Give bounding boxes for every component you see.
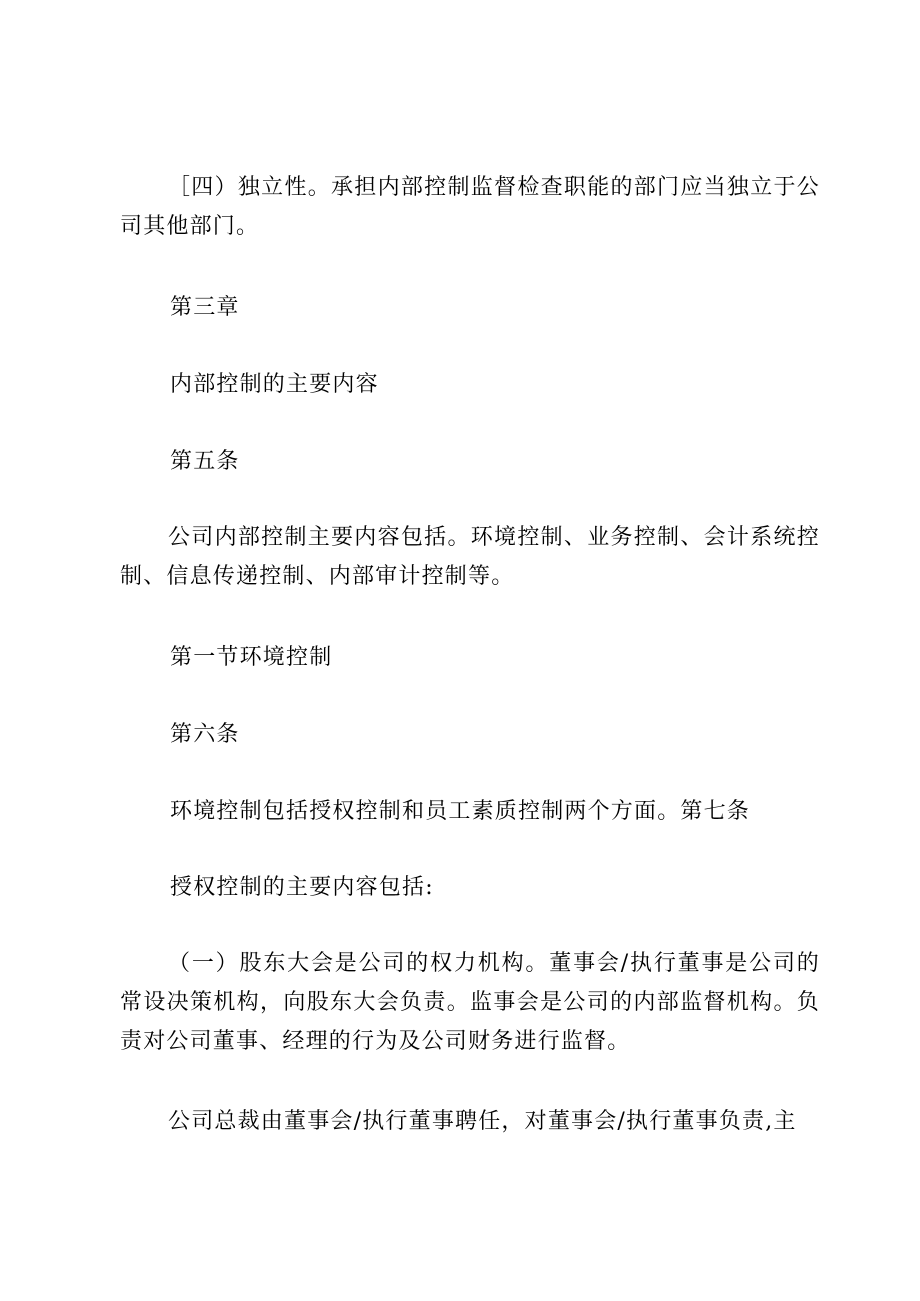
paragraph-independence: ［四）独立性。承担内部控制监督检查职能的部门应当独立于公司其他部门。 <box>120 175 820 239</box>
paragraph-governance: （一）股东大会是公司的权力机构。董事会/执行董事是公司的常设决策机构，向股东大会负责。监事会是公司的内部监督机构。负责对公司董事、经理的行为及公司财务进行监督。 <box>120 951 820 1054</box>
paragraph-main-content: 公司内部控制主要内容包括。环境控制、业务控制、会计系统控制、信息传递控制、内部审计控制等。 <box>120 525 820 589</box>
paragraph-authorization-intro: 授权控制的主要内容包括: <box>170 875 434 900</box>
paragraph-president: 公司总裁由董事会/执行董事聘任，对董事会/执行董事负责,主 <box>168 1109 797 1134</box>
article-six-heading: 第六条 <box>170 722 240 747</box>
chapter-heading: 第三章 <box>170 295 240 320</box>
section-one-heading: 第一节环境控制 <box>170 645 333 670</box>
chapter-title: 内部控制的主要内容 <box>170 372 379 397</box>
paragraph-environment-control: 环境控制包括授权控制和员工素质控制两个方面。第七条 <box>170 799 751 824</box>
article-five-heading: 第五条 <box>170 449 240 474</box>
